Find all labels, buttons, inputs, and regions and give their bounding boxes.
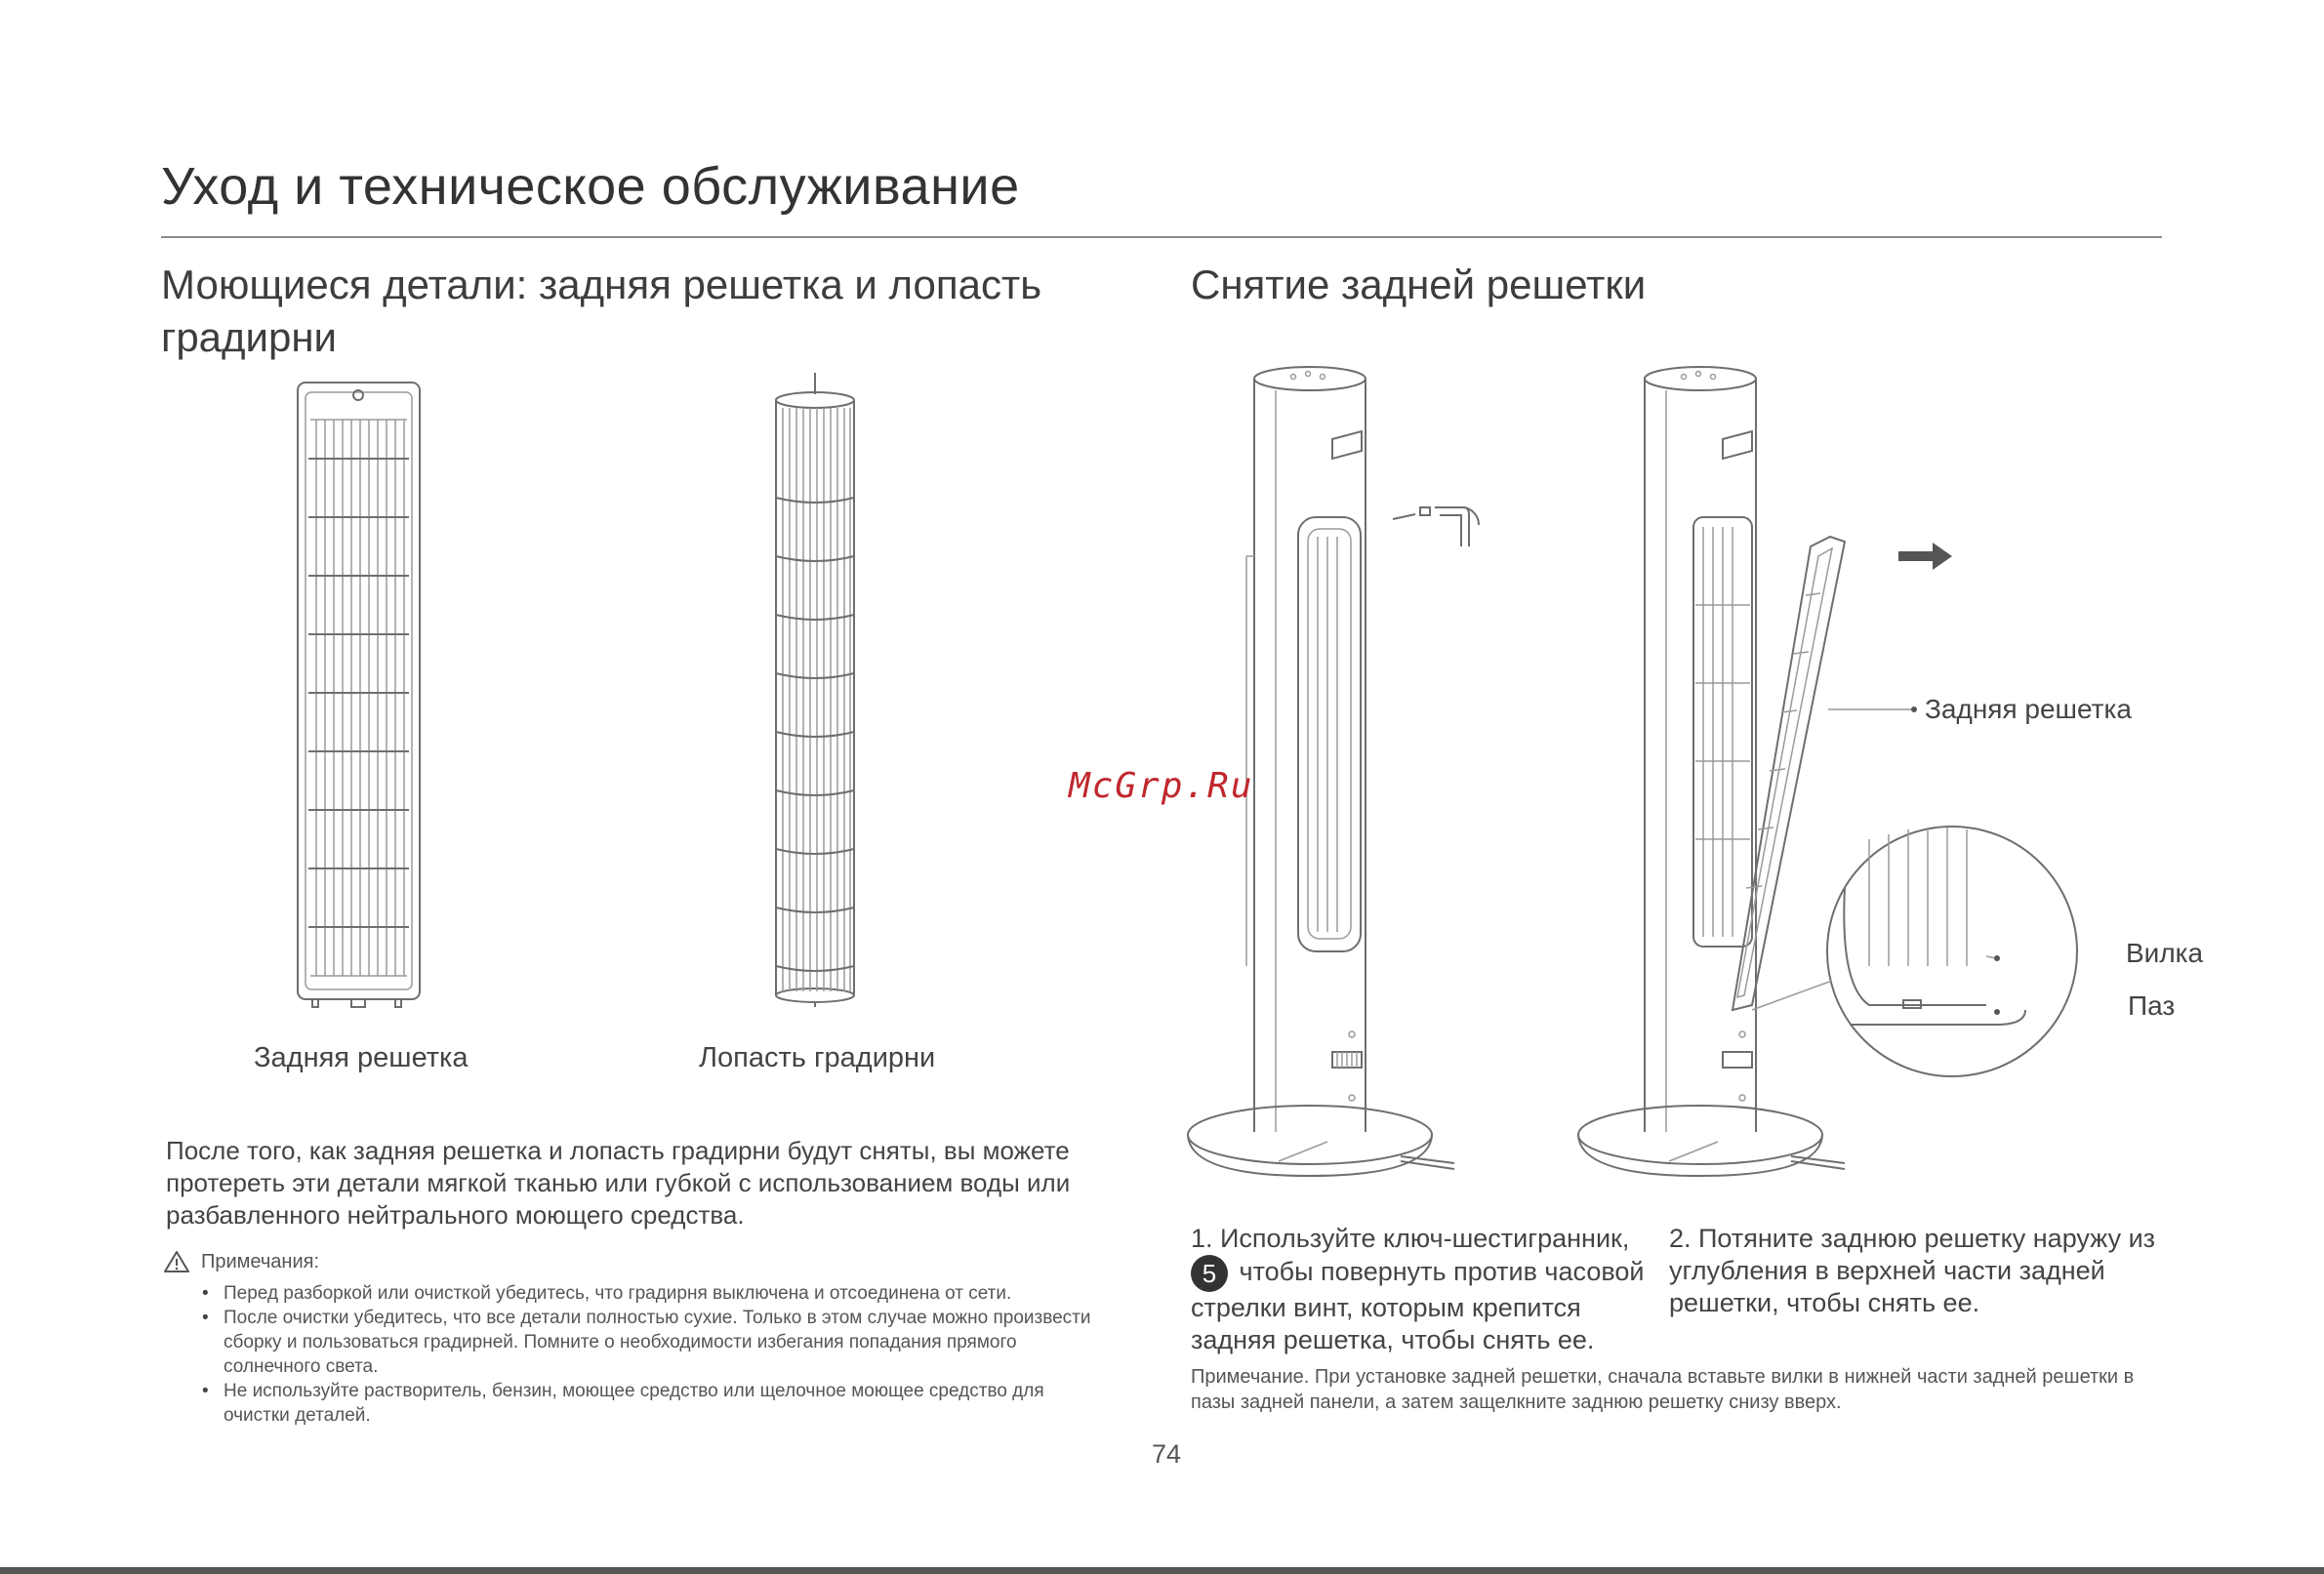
section-title-washable-parts	[161, 259, 1041, 364]
step-2: 2. Потяните заднюю решетку наружу из углубления в верхней части задней решетки, чтобы снять ее.	[1669, 1224, 2156, 1317]
title-divider	[161, 236, 2162, 238]
note-item: • После очистки убедитесь, что все детали полностью сухие. Только в этом случае можно произвести сборку и пользоваться градирней. Помните о необходимости избегания попадания прямого солнечного света.	[200, 1306, 1098, 1379]
step-1-line-1: 1. Используйте ключ-шестигранник,	[1191, 1224, 1630, 1253]
cooling-blade-illustration	[771, 371, 859, 1005]
label-plug: Вилка	[2126, 938, 2204, 968]
label-rear-grille: Задняя решетка	[1925, 694, 2132, 724]
step-1-text: чтобы повернуть против часовой стрелки винт, которым крепится задняя решетка, чтобы снять ее.	[1191, 1257, 1645, 1354]
step-1-body	[1191, 1255, 1659, 1356]
caption-cooling-blade: Лопасть градирни	[699, 1042, 936, 1073]
page-title: Уход и техническое обслуживание	[161, 157, 1020, 216]
page-number: 74	[1152, 1439, 1182, 1469]
notes-list	[200, 1281, 1098, 1428]
step-1	[1191, 1223, 1659, 1356]
step-1-badge: 5	[1191, 1255, 1228, 1292]
section-title-line-2: градирни	[161, 314, 338, 360]
section-title-line-1: Моющиеся детали: задняя решетка и лопасть	[161, 262, 1042, 307]
note-item: • Не используйте растворитель, бензин, моющее средство или щелочное моющее средство для очистки деталей.	[200, 1379, 1098, 1428]
notes-header	[164, 1250, 319, 1273]
bottom-border	[0, 1567, 2324, 1574]
installation-note: Примечание. При установке задней решетки, сначала вставьте вилки в нижней части задней решетки в пазы задней панели, а затем защелкните заднюю решетку снизу вверх.	[1191, 1366, 2135, 1413]
watermark: McGrp.Ru	[1069, 766, 1254, 806]
label-slot: Паз	[2128, 990, 2176, 1021]
warning-icon	[164, 1250, 189, 1273]
notes-title: Примечания:	[201, 1250, 320, 1272]
tower-fan-grille-removal-illustration	[1576, 361, 2211, 1191]
caption-rear-grille: Задняя решетка	[254, 1042, 469, 1073]
section-title-remove-grille: Снятие задней решетки	[1191, 262, 1647, 307]
rear-grille-illustration	[293, 381, 425, 1015]
note-item: • Перед разборкой или очисткой убедитесь, что градирня выключена и отсоединена от сети.	[200, 1281, 1098, 1306]
cleaning-instructions: После того, как задняя решетка и лопасть градирни будут сняты, вы можете протереть эти детали мягкой тканью или губкой с использованием воды или разбавленного нейтрального моющего средства.	[166, 1136, 1071, 1230]
